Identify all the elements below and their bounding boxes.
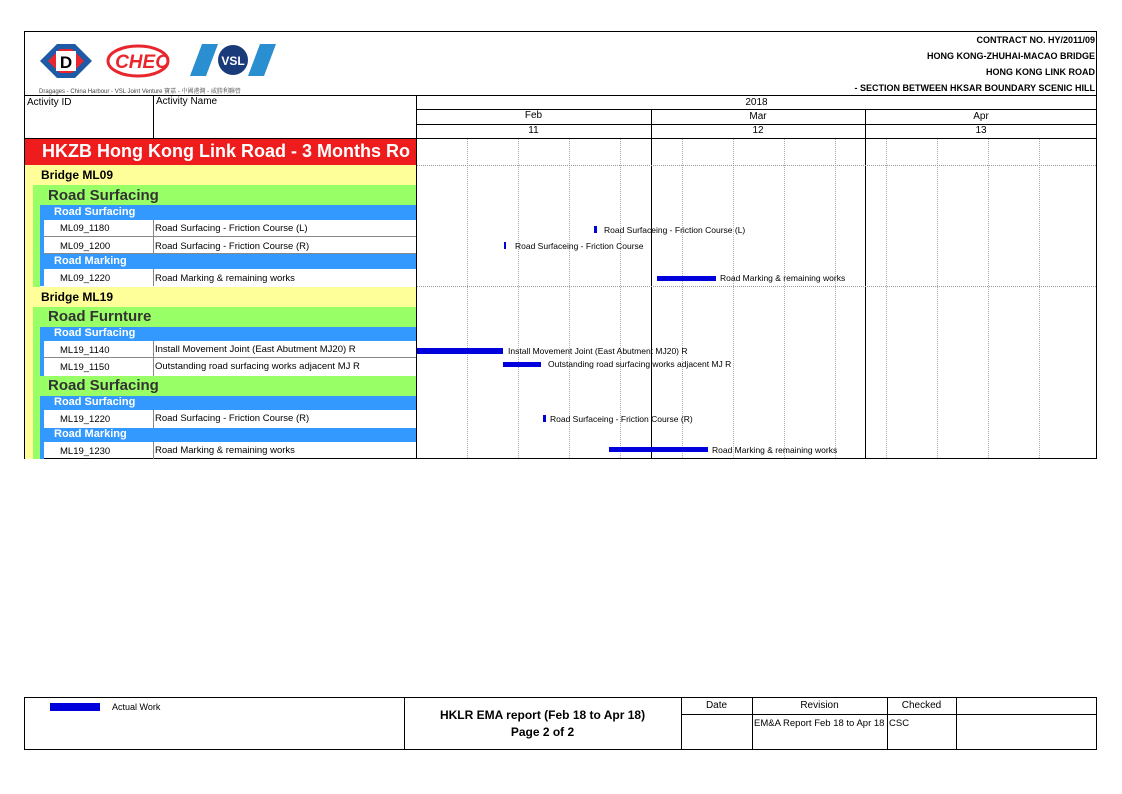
page-number: Page 2 of 2	[510, 725, 575, 739]
month-apr: Apr	[973, 111, 989, 122]
jv-caption: Dragages - China Harbour - VSL Joint Venture 寶嘉 - 中國港灣 - 威勝利聯營	[39, 89, 241, 95]
activity-name: Road Surfacing - Friction Course (L)	[155, 223, 308, 234]
activity-name: Road Surfacing - Friction Course (R)	[155, 413, 310, 424]
gantt-bar	[609, 447, 708, 452]
revision-value: EM&A Report Feb 18 to Apr 18	[754, 718, 885, 729]
activity-id-header: Activity ID	[27, 97, 72, 108]
group-bridge-ml19	[25, 287, 416, 307]
activity-id: ML09_1180	[60, 223, 110, 234]
title-bar-text: HKZB Hong Kong Link Road - 3 Months Ro	[42, 141, 410, 161]
week-13: 13	[975, 125, 987, 136]
section-title: - SECTION BETWEEN HKSAR BOUNDARY SCENIC HILL	[854, 83, 1095, 93]
group-label: Road Furnture	[48, 308, 152, 325]
subgroup-label: Road Surfacing	[54, 396, 136, 408]
subgroup-ml19-road-marking	[40, 428, 416, 442]
gantt-bar-label: Road Surfaceing - Friction Course (R)	[550, 414, 693, 424]
subgroup-label: Road Surfacing	[54, 206, 136, 218]
checked-value: CSC	[889, 718, 910, 729]
title-bar	[25, 139, 416, 165]
activity-id: ML09_1200	[60, 241, 111, 252]
activity-name: Road Marking & remaining works	[155, 273, 295, 284]
gantt-bar	[504, 242, 506, 249]
gantt-bar-label: Road Surfaceing - Friction Course	[515, 241, 644, 251]
year-header: 2018	[745, 97, 768, 108]
group-label: Bridge ML19	[41, 290, 114, 304]
gantt-bar-label: Outstanding road surfacing works adjacent MJ R	[548, 359, 732, 369]
legend-swatch	[50, 703, 100, 711]
group-ml19-road-surfacing	[33, 376, 416, 396]
subgroup-label: Road Marking	[54, 255, 127, 267]
svg-text:D: D	[59, 53, 73, 72]
gantt-bar-label: Road Marking & remaining works	[720, 273, 846, 283]
svg-text:CHEC: CHEC	[115, 52, 169, 73]
group-label: Bridge ML09	[41, 168, 114, 182]
gantt-bar-label: Road Surfaceing - Friction Course (L)	[604, 225, 746, 235]
group-ml09-road-surfacing	[33, 185, 416, 205]
subgroup-ml09-road-marking	[40, 254, 416, 269]
legend-label: Actual Work	[112, 702, 161, 712]
svg-text:VSL: VSL	[221, 54, 245, 68]
activity-name: Install Movement Joint (East Abutment MJ20) R	[155, 344, 356, 355]
activity-id: ML19_1230	[60, 446, 111, 457]
group-label: Road Surfacing	[48, 377, 159, 394]
week-12: 12	[752, 125, 764, 136]
gantt-bar	[543, 415, 546, 422]
subgroup-ml09-road-surfacing	[40, 205, 416, 220]
activity-name-header: Activity Name	[156, 96, 218, 107]
gantt-bar	[503, 362, 541, 367]
group-ml19-road-furniture	[33, 307, 416, 327]
activity-id: ML19_1220	[60, 414, 111, 425]
gantt-bar-label: Install Movement Joint (East Abutment MJ20) R	[508, 346, 688, 356]
week-11: 11	[528, 125, 539, 136]
contract-number: CONTRACT NO. HY/2011/09	[976, 35, 1095, 45]
report-title: HKLR EMA report (Feb 18 to Apr 18)	[439, 708, 646, 722]
month-feb: Feb	[524, 110, 543, 121]
subgroup-label: Road Marking	[54, 428, 127, 440]
date-header: Date	[705, 700, 728, 711]
group-bridge-ml09	[25, 165, 416, 185]
bridge-title: HONG KONG-ZHUHAI-MACAO BRIDGE	[927, 51, 1095, 61]
activity-name: Road Surfacing - Friction Course (R)	[155, 241, 310, 252]
gantt-bar	[657, 276, 716, 281]
vsl-logo	[190, 44, 278, 78]
subgroup-label: Road Surfacing	[54, 327, 136, 339]
subgroup-ml19-road-surfacing	[40, 396, 416, 410]
activity-id: ML09_1220	[60, 273, 111, 284]
activity-id: ML19_1140	[60, 345, 110, 356]
dragages-logo	[40, 44, 92, 78]
activity-name: Outstanding road surfacing works adjacent MJ R	[155, 361, 360, 372]
subgroup-ml19-furniture-surfacing	[40, 327, 416, 341]
link-road-title: HONG KONG LINK ROAD	[986, 67, 1095, 77]
group-label: Road Surfacing	[48, 187, 159, 204]
activity-name: Road Marking & remaining works	[155, 445, 295, 456]
month-mar: Mar	[749, 111, 767, 122]
checked-header: Checked	[901, 700, 942, 711]
gantt-bar-label: Road Marking & remaining works	[712, 445, 838, 455]
revision-header: Revision	[800, 700, 839, 711]
activity-id: ML19_1150	[60, 362, 110, 373]
chec-logo	[106, 44, 176, 78]
gantt-bar	[594, 226, 597, 233]
gantt-bar	[417, 348, 503, 354]
